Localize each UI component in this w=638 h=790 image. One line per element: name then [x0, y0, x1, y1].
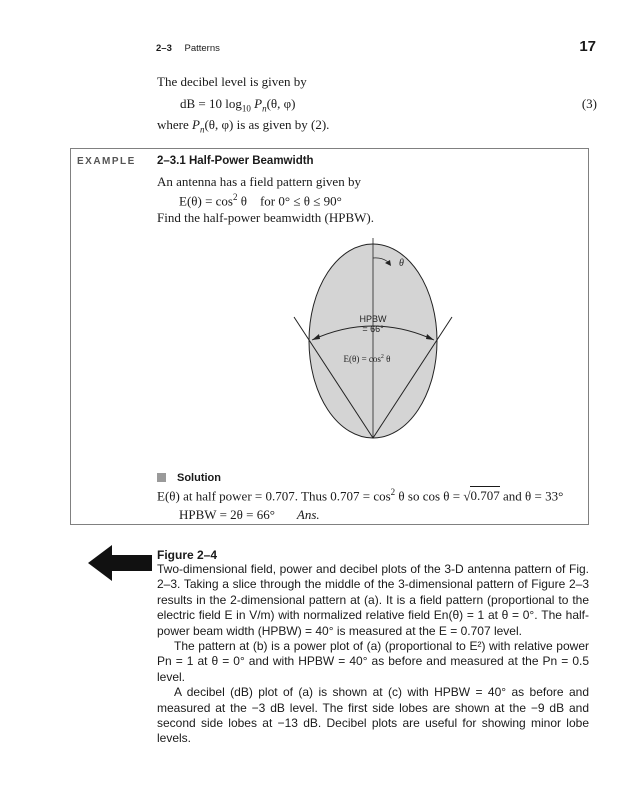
solution-label: Solution — [177, 472, 221, 484]
solution-line-1: E(θ) at half power = 0.707. Thus $0.707 = \cos^2 \theta$ so cos θ = √0.707 and θ = 33° — [157, 487, 564, 504]
example-label: EXAMPLE — [77, 156, 136, 167]
caption-paragraph-1: Two-dimensional field, power and decibel plots of the 3-D antenna pattern of Fig. 2–3. Taking a slice through the middle of the 3-dimensional pattern of Figure 2–3 results in the 2-dimensional pattern at (a). It is a field pattern (proportional to the electric field E in V/m) with normalized relative field En(θ) = 1 at θ = 0°. The half-power beam width (HPBW) = 40° is measured at the E = 0.707 level. — [157, 562, 589, 638]
running-header — [156, 43, 220, 54]
example-text: An antenna has a field pattern given by — [157, 174, 361, 189]
example-title: 2–3.1 Half-Power Beamwidth — [157, 155, 314, 167]
solution-marker — [157, 473, 166, 482]
example-question: Find the half-power beamwidth (HPBW). — [157, 210, 374, 225]
section-title: Patterns — [184, 43, 220, 54]
page-number: 17 — [579, 38, 596, 55]
equation-number: (3) — [581, 96, 597, 111]
hpbw-label: HPBW — [359, 314, 387, 324]
decibel-equation: dB = 10 $\log_{10} P_n(\theta$, φ) — [180, 96, 296, 114]
field-pattern-diagram — [282, 238, 464, 443]
figure-title: Figure 2–4 — [157, 548, 218, 562]
hpbw-value: = 66° — [362, 324, 384, 334]
caption-paragraph-3: A decibel (dB) plot of (a) is shown at (c) with HPBW = 40° as before and measured at the −3 dB level. The first side lobes are shown at the −9 dB and second side lobes at −13 dB. Decibel plots are useful for showing minor lobe levels. — [157, 685, 589, 746]
where-line: where $P_n(\theta$, φ) is as given by (2). — [157, 117, 330, 135]
section-number: 2–3 — [156, 43, 172, 54]
arrow-left-icon — [88, 545, 152, 581]
theta-label: θ — [399, 258, 404, 269]
pattern-formula: $E(\theta) = \cos^2 \theta$ — [343, 354, 391, 364]
intro-line: The decibel level is given by — [157, 74, 307, 89]
solution-line-2: HPBW = 2θ = 66° Ans. — [179, 507, 320, 522]
figure-caption — [157, 562, 589, 747]
example-equation: $E(\theta) = \cos^2 \theta$ for 0° ≤ θ ≤ 90° — [179, 192, 342, 209]
caption-paragraph-2: The pattern at (b) is a power plot of (a) (proportional to E²) with relative power Pn = 1 at θ = 0° and with HPBW = 40° as before and measured at the Pn = 0.5 level. — [157, 639, 589, 684]
